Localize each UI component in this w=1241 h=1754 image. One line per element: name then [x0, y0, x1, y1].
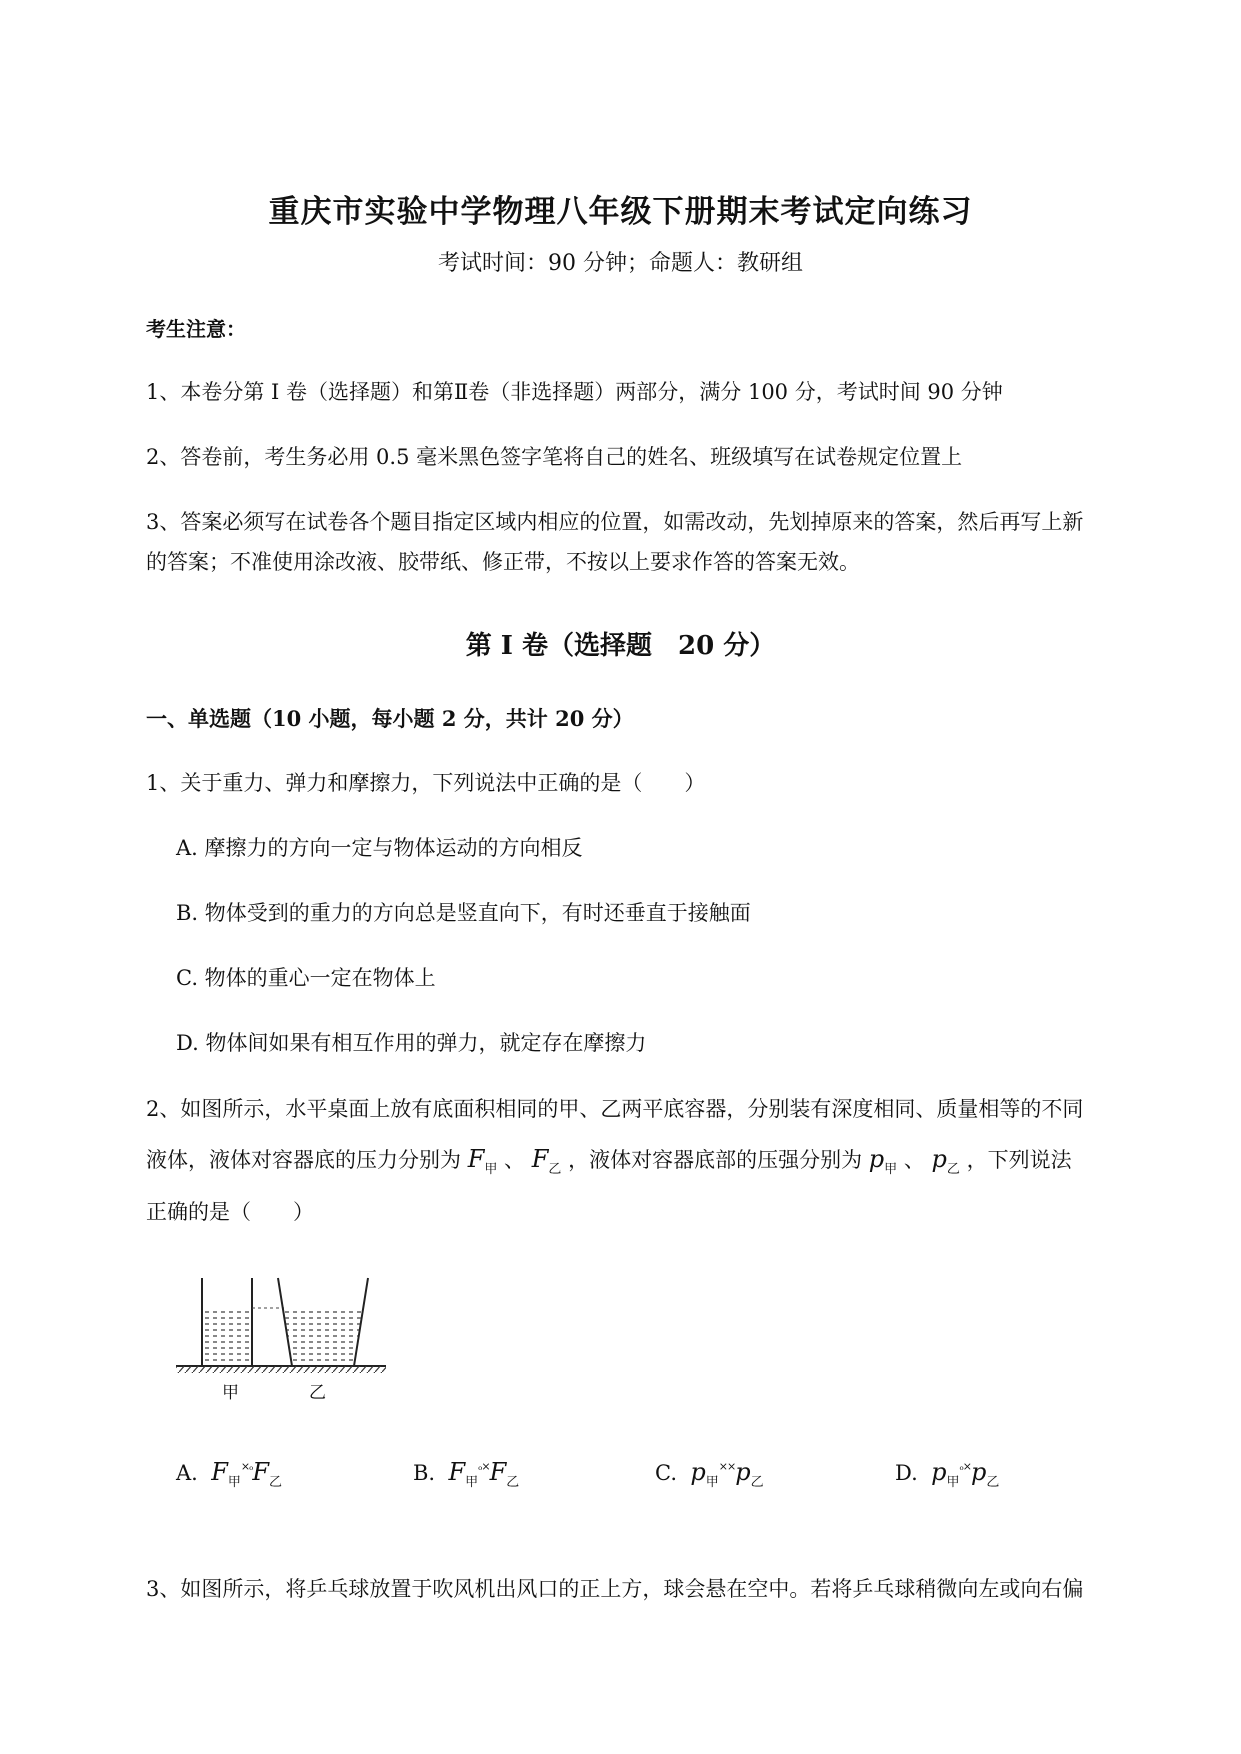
q1-option-a: A. 摩擦力的方向一定与物体运动的方向相反 [176, 836, 583, 860]
section-title: 第 I 卷（选择题 20 分） [465, 631, 776, 661]
containers-figure [172, 1268, 402, 1398]
container-yi-liquid [284, 1308, 362, 1366]
container-jia-liquid [202, 1308, 252, 1366]
q2-option-c: C. $p_甲^{\times\times}p_乙$ [655, 1458, 764, 1490]
q1-option-d: D. 物体间如果有相互作用的弹力，就定存在摩擦力 [176, 1031, 647, 1055]
q1-option-b: B. 物体受到的重力的方向总是竖直向下，有时还垂直于接触面 [176, 901, 751, 925]
notice-item-2: 2、答卷前，考生务必用 0.5 毫米黑色签字笔将自己的姓名、班级填写在试卷规定位置上 [146, 445, 963, 469]
figure-label-jia: 甲 [222, 1383, 239, 1403]
table-surface [176, 1366, 386, 1373]
q2-line1: 2、如图所示，水平桌面上放有底面积相同的甲、乙两平底容器，分别装有深度相同、质量相等的不同 [146, 1097, 1084, 1121]
pressure-yi: $p_乙$ [931, 1145, 960, 1177]
q2-option-a: A. $F_甲^{\times_o}F_乙$ [176, 1458, 283, 1490]
q1-option-c: C. 物体的重心一定在物体上 [176, 966, 436, 990]
figure-label-yi: 乙 [309, 1383, 326, 1403]
part-title: 一、单选题（10 小题，每小题 2 分，共计 20 分） [146, 706, 634, 731]
force-jia: $F_甲$ [467, 1145, 498, 1177]
notice-item-3-cont: 的答案；不准使用涂改液、胶带纸、修正带，不按以上要求作答的答案无效。 [146, 550, 860, 574]
q1-stem: 1、关于重力、弹力和摩擦力，下列说法中正确的是（ ） [146, 771, 706, 795]
notice-item-1: 1、本卷分第 I 卷（选择题）和第Ⅱ卷（非选择题）两部分，满分 100 分，考试时间 90 分钟 [146, 380, 1003, 404]
pressure-jia: $p_甲$ [868, 1145, 898, 1177]
notice-item-3: 3、答案必须写在试卷各个题目指定区域内相应的位置，如需改动，先划掉原来的答案，然后再写上新 [146, 510, 1084, 534]
force-yi: $F_乙$ [531, 1145, 562, 1177]
q2-option-b: B. $F_甲^{_o\times}F_乙$ [413, 1458, 520, 1490]
page-title: 重庆市实验中学物理八年级下册期末考试定向练习 [268, 194, 973, 230]
q2-option-d: D. $p_甲^{_o\times}p_乙$ [895, 1458, 1000, 1490]
notice-heading: 考生注意： [146, 317, 246, 341]
q2-line2: 液体，液体对容器底的压力分别为 $F_甲$ 、 $F_乙$ ，液体对容器底部的压强分别为 $p_甲$ 、 $p_乙$ ，下列说法 [146, 1145, 1072, 1177]
q2-line3: 正确的是（ ） [146, 1200, 314, 1224]
q3-stem: 3、如图所示，将乒乓球放置于吹风机出风口的正上方，球会悬在空中。若将乒乓球稍微向左或向右偏 [146, 1577, 1084, 1601]
exam-subtitle: 考试时间：90 分钟；命题人：教研组 [438, 251, 803, 276]
